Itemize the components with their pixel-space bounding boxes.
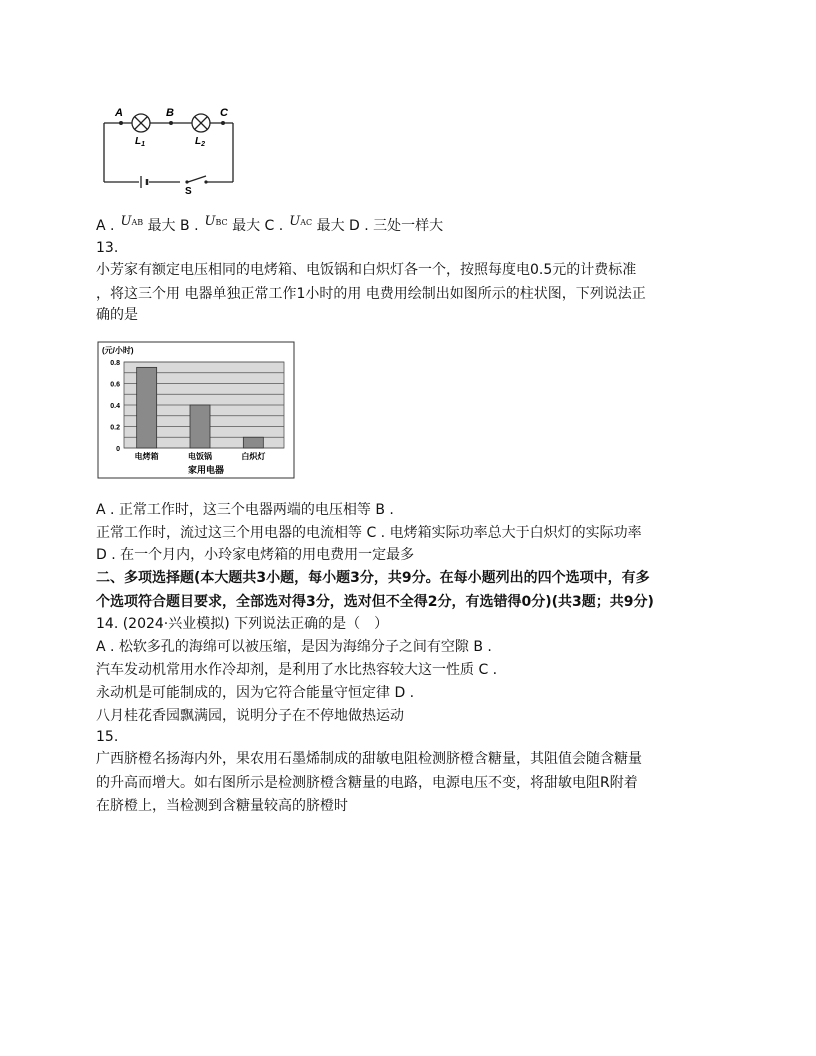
y-tick-label: 0.4 [110, 403, 120, 410]
battery-icon [141, 176, 147, 188]
q14-option-line-1: A . 松软多孔的海绵可以被压缩，是因为海绵分子之间有空隙 B . [96, 639, 492, 655]
label-l1: $L_1$ [135, 136, 146, 148]
label-l2: $L_2$ [195, 136, 206, 148]
y-tick-label: 0 [116, 446, 120, 453]
label-a: A [115, 107, 123, 119]
y-tick-label: 0.2 [110, 424, 120, 432]
q13-option-line-1: A . 正常工作时，这三个电器两端的电压相等 B . [96, 502, 394, 518]
chart-ylabel: (元/小时) [102, 346, 134, 355]
bar-3 [243, 437, 263, 448]
bar-2 [190, 405, 210, 448]
q13-stem-2: ，将这三个用 电器单独正常工作1小时的用 电费用绘制出如图所示的柱状图，下列说法正 [96, 286, 646, 302]
lamp-l2-icon [192, 114, 210, 132]
q15-stem-3: 在脐橙上，当检测到含糖量较高的脐橙时 [96, 798, 348, 814]
node-b-dot [169, 121, 173, 125]
x-tick-label: 电饭锅 [188, 452, 212, 461]
section2-header-1: 二、多项选择题(本大题共3小题，每小题3分，共9分。在每小题列出的四个选项中，有多 [96, 570, 650, 586]
q14-option-line-3: 永动机是可能制成的，因为它符合能量守恒定律 D . [96, 685, 415, 701]
node-a-dot [119, 121, 123, 125]
q14-option-line-4: 八月桂花香园飘满园，说明分子在不停地做热运动 [96, 708, 404, 724]
bar-1 [137, 367, 157, 448]
lamp-l1-icon [132, 114, 150, 132]
q13-stem-1: 小芳家有额定电压相同的电烤箱、电饭锅和白炽灯各一个，按照每度电0.5元的计费标准 [96, 262, 637, 278]
q13-number: 13. [96, 240, 119, 256]
q14-stem: 14. (2024·兴业模拟) 下列说法正确的是（ ） [96, 616, 389, 632]
q12-options: A . UAB 最大 B . UBC 最大 C . UAC 最大 D . 三处一样大 [96, 214, 444, 234]
label-s: S [185, 186, 192, 195]
q13-option-line-3: D . 在一个月内，小玲家电烤箱的用电费用一定最多 [96, 547, 415, 563]
q13-stem-3: 确的是 [96, 307, 138, 323]
x-tick-label: 电烤箱 [134, 452, 159, 461]
section2-header-2: 个选项符合题目要求，全部选对得3分，选对但不全得2分，有选错得0分)(共3题；共9分) [96, 594, 654, 610]
chart-xlabel: 家用电器 [187, 465, 225, 475]
label-b: B [166, 107, 174, 119]
y-tick-label: 0.8 [110, 360, 120, 367]
q15-stem-1: 广西脐橙名扬海内外，果农用石墨烯制成的甜敏电阻检测脐橙含糖量，其阻值会随含糖量 [96, 751, 642, 767]
x-tick-label: 白炽灯 [241, 452, 266, 461]
circuit-diagram [96, 100, 246, 195]
node-c-dot [221, 121, 225, 125]
q15-number: 15. [96, 729, 119, 745]
switch-contact-dot [204, 180, 207, 183]
bar-chart [96, 340, 296, 482]
y-tick-label: 0.6 [110, 381, 120, 389]
q13-option-line-2: 正常工作时，流过这三个用电器的电流相等 C . 电烤箱实际功率总大于白炽灯的实际功率 [96, 525, 642, 541]
label-c: C [220, 107, 228, 119]
switch-pivot-dot [185, 180, 188, 183]
q14-option-line-2: 汽车发动机常用水作冷却剂，是利用了水比热容较大这一性质 C . [96, 662, 498, 678]
q15-stem-2: 的升高而增大。如右图所示是检测脐橙含糖量的电路，电源电压不变，将甜敏电阻R附着 [96, 775, 638, 791]
